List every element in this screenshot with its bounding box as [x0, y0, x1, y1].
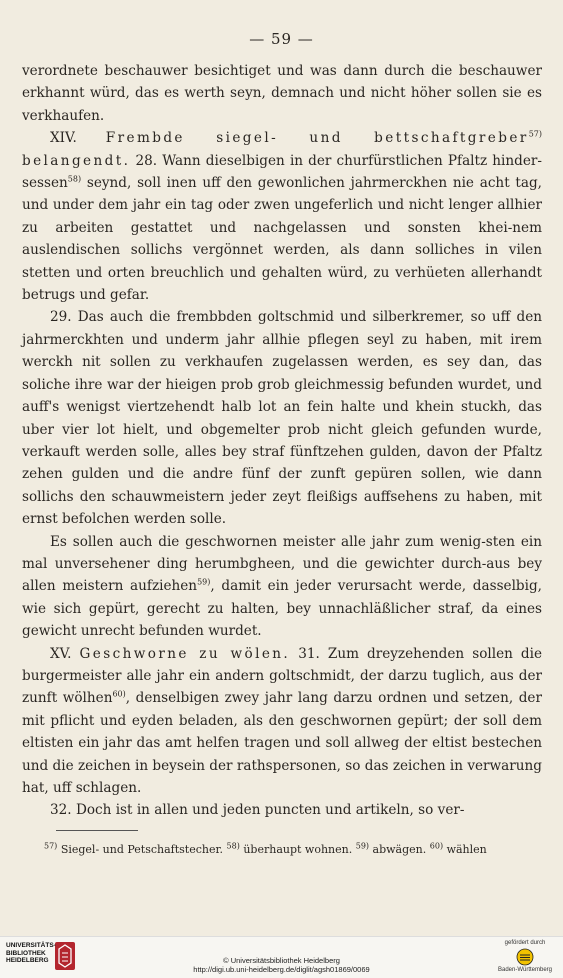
- footnote-divider: [56, 830, 138, 831]
- footnote-ref: 58): [67, 174, 82, 184]
- paragraph: [22, 531, 542, 643]
- state-crest-icon: [516, 948, 534, 966]
- footnote-number: 59): [355, 841, 370, 851]
- funder-block: [495, 940, 555, 973]
- footnote-text: abwägen.: [372, 843, 427, 856]
- copyright-text: © Universitätsbibliothek Heidelberg: [223, 956, 340, 965]
- section-paragraph: [22, 127, 542, 306]
- paragraph-text: seynd, soll inen uff den gewonlichen jahrmerckhen nie acht tag, und under dem jahr ein tag oder zwen ungeferlich und nicht lenger allhier zu arbeiten gestattet und nachgelassen und sonsten khei-nem auslendischen sollichs vergönnet werden, als dann solliches in vilen stetten und orten breuchlich und gehalten würd, zu verhüeten allerhandt betrugs und gefar.: [22, 175, 542, 304]
- section-heading-cont: belangendt.: [22, 152, 131, 169]
- permalink[interactable]: http://digi.ub.uni-heidelberg.de/diglit/agsh01869/0069: [193, 965, 370, 974]
- library-name-line: UNIVERSITÄTS-: [6, 942, 56, 949]
- footnote-number: 58): [226, 841, 240, 851]
- footnote-ref: 59): [197, 577, 211, 587]
- paragraph-text: , damit ein jeder verursacht werde, dasselbig, wie sich gepürt, gerecht zu halten, bey unnachläßlicher straf, da eines gewicht unrecht befunden wurdet.: [22, 578, 543, 640]
- library-name-line: BIBLIOTHEK: [6, 949, 46, 957]
- section-roman-numeral: XV.: [50, 645, 72, 662]
- article-number: 28.: [135, 152, 158, 169]
- funder-label: gefördert durch: [504, 940, 546, 946]
- paragraph: [22, 60, 542, 127]
- section-heading: Geschworne zu wölen.: [79, 645, 291, 662]
- paragraph-text: Zum dreyzehenden sollen die burgermeister alle jahr ein andern goltschmidt, der darzu tuglich, aus der zunft wölhen: [22, 645, 543, 707]
- funder-name: Baden-Württemberg: [497, 967, 553, 973]
- section-heading: Frembde siegel- und bettschaftgreber: [105, 130, 529, 147]
- page-number: — 59 —: [249, 30, 314, 48]
- paragraph-text: 32. Doch ist in allen und jeden puncten und artikeln, so ver-: [50, 802, 465, 819]
- body-text: [22, 60, 542, 822]
- footnote-ref: 57): [528, 129, 542, 139]
- footnote-text: wählen: [446, 843, 487, 856]
- paragraph-text: Wann dieselbigen in der churfürstlichen Pfaltz hinder-sessen: [22, 152, 542, 192]
- copyright-block: [0, 956, 563, 974]
- footnote-ref: 60): [112, 689, 126, 699]
- paragraph-text: , denselbigen zwey jahr lang darzu ordnen und setzen, der mit pflicht und eyden beladen, als den geschwornen gepürt; der soll dem eltisten ein jahr das amt helfen tragen und soll allweg der eltist bestechen und die zeichen in beysein der rathspersonen, so das zeichen in verwarung hat, uff schlagen.: [22, 690, 542, 796]
- paragraph: [22, 306, 542, 530]
- section-roman-numeral: XIV.: [50, 130, 77, 147]
- paragraph-text: Es sollen auch die geschwornen meister alle jahr zum wenig-sten ein mal unversehener ding herumbgheen, und die gewichter durch-aus bey allen meistern aufziehen: [22, 533, 542, 595]
- footnote-text: Siegel- und Petschaftstecher.: [60, 843, 224, 856]
- footnotes: [44, 842, 544, 858]
- paragraph-text: 29. Das auch die frembbden goltschmid und silberkremer, so uff den jahrmerckhten und underm jahr allhie pflegen seyl zu haben, mit irem werckh nit sollen zu verkhaufen zugelassen werden, es sey dan, das soliche ihre war der hieigen prob grob gleichmessig befunden wurdet, und auff's wenigst viertzehendt halb lot an fein halte und khein stuckh, das uber vier lot hielt, und obgemelter prob nicht gleich gefunden wurde, verkauft werden solle, alles bey straf fünftzehen gulden, davon der Pfaltz zehen gulden und die andre fünf der zunft gepüren sollen, wie dann sollichs den schauwmeistern jeder zeyt fleißigs auffsehens zu haben, mit ernst befolchen werden solle.: [22, 309, 542, 528]
- paragraph: [22, 799, 542, 821]
- footnote-number: 60): [429, 841, 444, 851]
- footnote-number: 57): [44, 841, 58, 851]
- article-number: 31.: [298, 645, 320, 662]
- section-paragraph: [22, 643, 542, 800]
- footnote-text: überhaupt wohnen.: [243, 843, 353, 856]
- paragraph-text: verordnete beschauwer besichtiget und was dann durch die beschauwer erkhannt würd, das es werth seyn, demnach und nicht höher sollen sie es verkhaufen.: [22, 63, 542, 124]
- library-name-line: HEIDELBERG: [6, 957, 49, 964]
